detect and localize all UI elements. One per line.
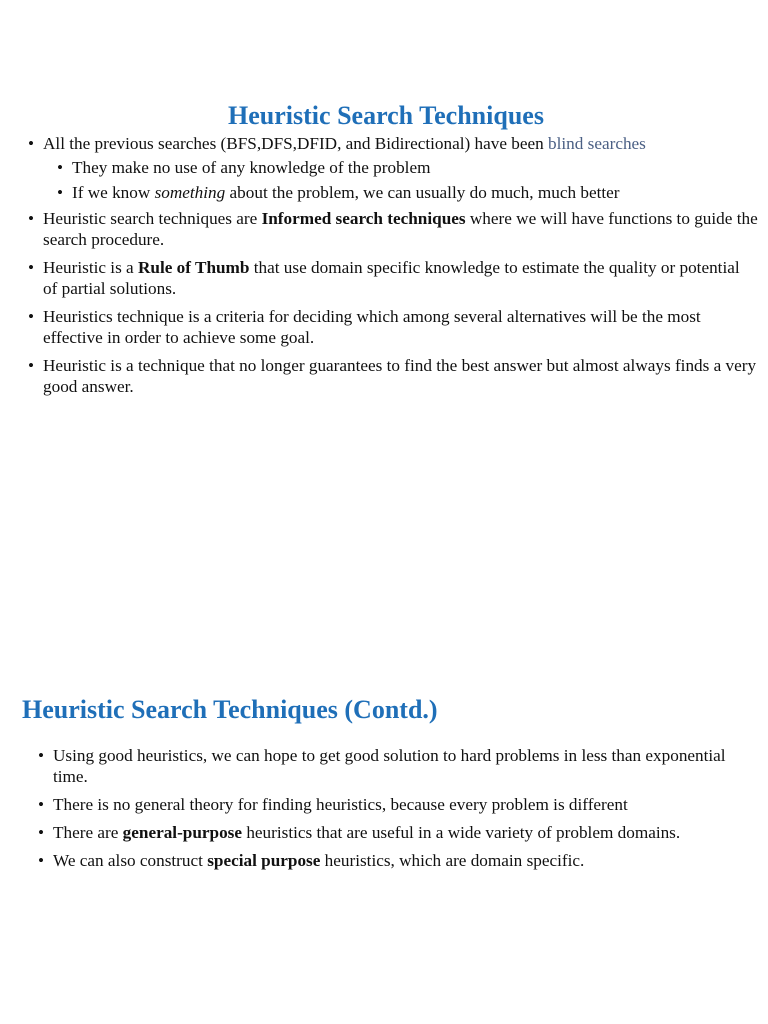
bullet-text: All the previous searches (BFS,DFS,DFID, and Bidirectional) have been [43,134,549,153]
sub-bullet-know-something [57,182,758,203]
slide-2 [0,680,768,1024]
bullet-informed-search [28,208,758,250]
bullet-rule-of-thumb [28,257,758,299]
sub-bullet-text: about the problem, we can usually do much, much better [225,183,620,202]
bullet-text: heuristics that are useful in a wide variety of problem domains. [242,823,681,842]
bullet-general-purpose [38,822,753,843]
bullet-text: We can also construct [53,851,208,870]
bullet-text: where we will have functions to guide the search procedure. [43,209,758,249]
italic-something: something [154,183,226,202]
bullet-text: Heuristic is a technique that no longer guarantees to find the best answer but almost always finds a very good answer. [43,356,757,396]
bullet-text: Heuristic is a [43,258,138,277]
bullet-text: There is no general theory for finding heuristics, because every problem is different [53,795,628,814]
bold-informed-search: Informed search techniques [261,209,466,228]
bullet-special-purpose [38,850,753,871]
slide-2-bullet-list [38,745,753,878]
bullet-text: heuristics, which are domain specific. [320,851,585,870]
bullet-no-general-theory [38,794,753,815]
bullet-no-guarantee [28,355,758,397]
bold-general-purpose: general-purpose [122,823,243,842]
bullet-text: Using good heuristics, we can hope to get good solution to hard problems in less than exponential time. [53,746,726,786]
slide-2-title: Heuristic Search Techniques (Contd.) [22,695,438,724]
bold-rule-of-thumb: Rule of Thumb [138,258,250,277]
slide-1-bullet-list [28,133,758,404]
bullet-text: There are [53,823,123,842]
sub-bullet-list [43,157,758,203]
bold-special-purpose: special purpose [207,851,321,870]
sub-bullet-no-knowledge [57,157,758,178]
sub-bullet-text: If we know [72,183,155,202]
slide-1-title: Heuristic Search Techniques [228,101,544,130]
sub-bullet-text: They make no use of any knowledge of the problem [72,158,431,177]
bullet-text: Heuristic search techniques are [43,209,262,228]
blind-searches-highlight: blind searches [548,134,646,153]
bullet-criteria [28,306,758,348]
bullet-blind-searches [28,133,758,203]
bullet-text: that use domain specific knowledge to estimate the quality or potential of partial solutions. [43,258,740,298]
bullet-good-heuristics [38,745,753,787]
bullet-text: Heuristics technique is a criteria for deciding which among several alternatives will be the most effective in order to achieve some goal. [43,307,701,347]
